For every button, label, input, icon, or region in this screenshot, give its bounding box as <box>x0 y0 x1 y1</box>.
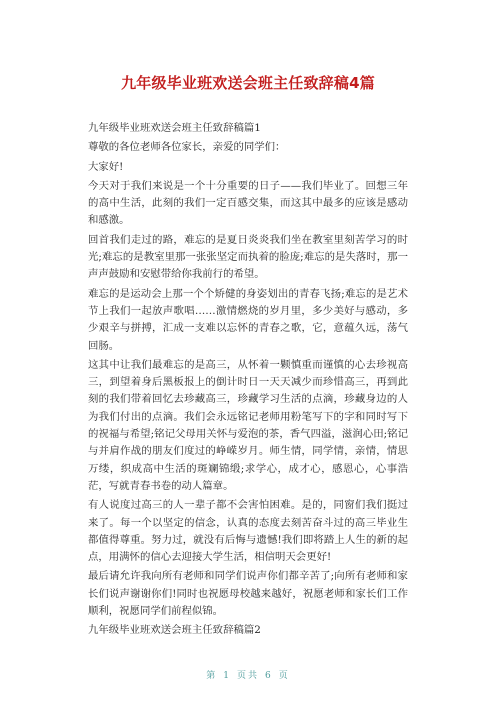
section-heading: 九年级毕业班欢送会班主任致辞稿篇1 <box>88 122 261 134</box>
greeting: 大家好! <box>88 160 124 173</box>
paragraph: 今天对于我们来说是一个十分重要的日子——我们毕业了。回想三年的高中生活，此刻的我们一定百感交集，而这其中最多的应该是感动和感激。 <box>88 179 408 227</box>
paragraph: 回首我们走过的路，难忘的是夏日炎炎我们坐在教室里刻苦学习的时光;难忘的是教室里那一张张坚定而执着的脸庞;难忘的是失落时，那一声声鼓励和安慰带给你我前行的希望。 <box>88 233 408 281</box>
paragraph: 有人说度过高三的人一辈子都不会害怕困难。是的，同窗们我们挺过来了。每一个以坚定的信念，认真的态度去刻苦奋斗过的高三毕业生都值得尊重。努力过，就没有后悔与遗憾!我们即将踏上人生的新的起点，用满怀的信心去迎接大学生活，相信明天会更好! <box>88 499 408 564</box>
footer-suffix: 页 <box>278 671 290 681</box>
footer-middle: 页共 <box>236 671 259 681</box>
salutation: 尊敬的各位老师各位家长，亲爱的同学们： <box>88 141 286 154</box>
paragraph: 难忘的是运动会上那一个个矫健的身姿划出的青春飞扬;难忘的是艺术节上我们一起放声歌唱……激情燃烧的岁月里，多少美好与感动，多少艰辛与拼搏，汇成一支难以忘怀的青春之歌，它，意蕴久远，荡气回肠。 <box>88 287 408 352</box>
footer-prefix: 第 <box>206 671 218 681</box>
document-body <box>88 120 408 642</box>
paragraph: 最后请允许我向所有老师和同学们说声你们都辛苦了;向所有老师和家长们说声谢谢你们!同时也祝愿母校越来越好，祝愿老师和家长们工作顺利，祝愿同学们前程似锦。 <box>88 570 408 618</box>
paragraph: 这其中让我们最难忘的是高三，从怀着一颗慎重而谨慎的心去珍视高三，到望着身后黑板报上的倒计时日一天天减少而珍惜高三，再到此刻的我们带着回忆去珍藏高三，珍藏学习生活的点滴，珍藏身边的人为我们付出的点滴。我们会永远铭记老师用粉笔写下的字和同时写下的祝福与希望;铭记父母用关怀与爱泡的茶，香气四溢，滋润心田;铭记与并肩作战的朋友们度过的峥嵘岁月。师生情，同学情，亲情，情思万缕，织成高中生活的斑斓锦缎;求学心，成才心，感恩心，心事浩茫，写就青春书卷的动人篇章。 <box>88 358 408 492</box>
footer-total-pages: 6 <box>265 671 273 681</box>
footer-current-page: 1 <box>223 671 231 681</box>
document-title: 九年级毕业班欢送会班主任致辞稿4篇 <box>121 74 375 92</box>
page-footer <box>0 668 496 681</box>
section-heading: 九年级毕业班欢送会班主任致辞稿篇2 <box>88 624 261 637</box>
